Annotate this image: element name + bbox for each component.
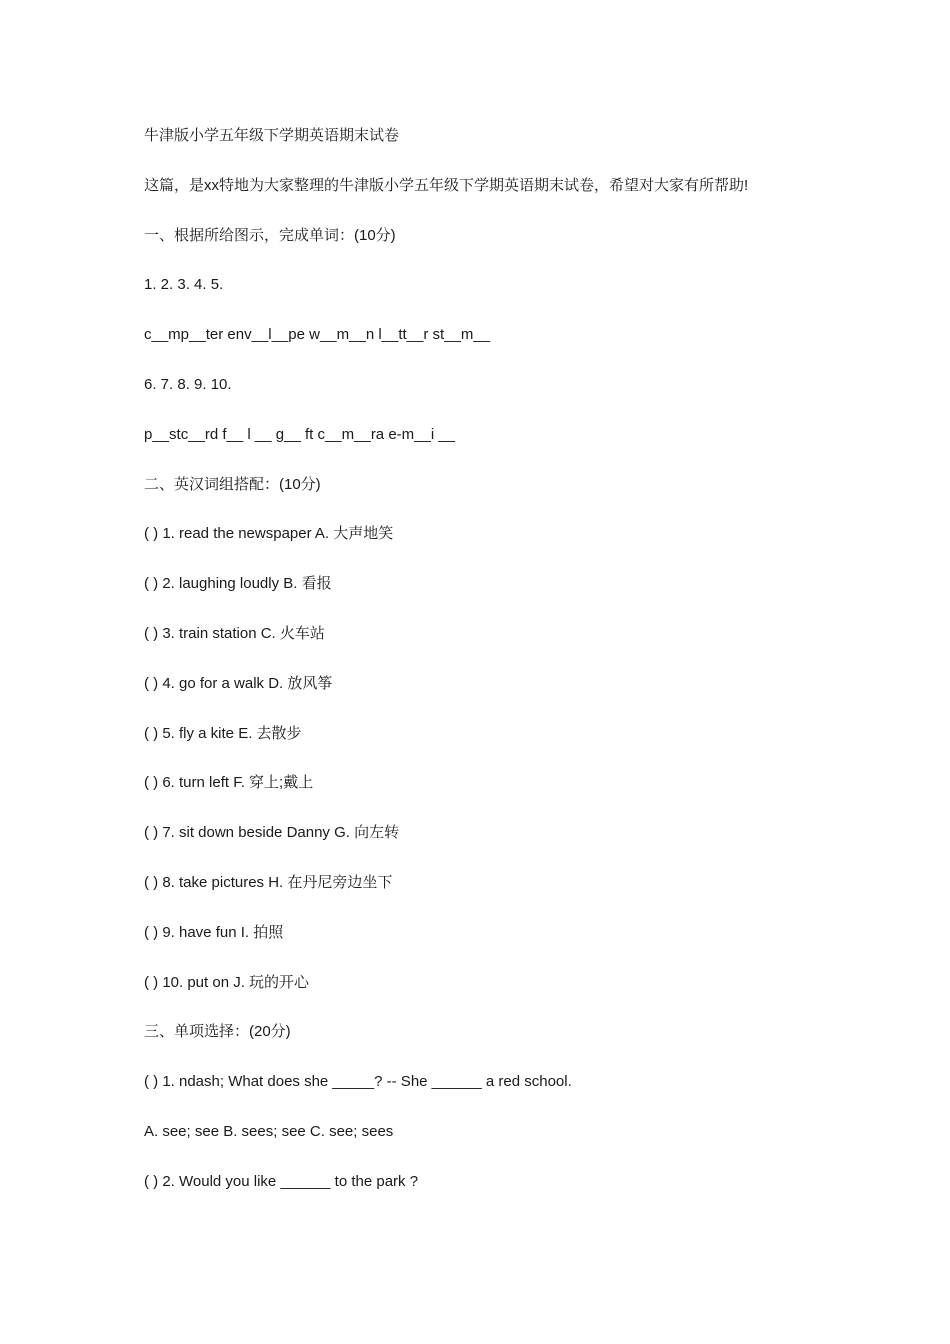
- section1-heading: 一、根据所给图示，完成单词：(10分): [144, 226, 396, 244]
- intro-paragraph: 这篇，是xx特地为大家整理的牛津版小学五年级下学期英语期末试卷，希望对大家有所帮助!: [144, 176, 749, 194]
- match-item: ( ) 1. read the newspaper A. 大声地笑: [144, 525, 394, 543]
- section3-heading: 三、单项选择：(20分): [144, 1023, 291, 1041]
- match-item: ( ) 8. take pictures H. 在丹尼旁边坐下: [144, 873, 393, 891]
- section1-numbers-a: 1. 2. 3. 4. 5.: [144, 276, 224, 294]
- match-item: ( ) 2. laughing loudly B. 看报: [144, 575, 332, 593]
- section1-words-a: c__mp__ter env__l__pe w__m__n l__tt__r st__m__: [144, 326, 491, 344]
- match-item: ( ) 5. fly a kite E. 去散步: [144, 724, 302, 742]
- match-item: ( ) 4. go for a walk D. 放风筝: [144, 674, 333, 692]
- document-title: 牛津版小学五年级下学期英语期末试卷: [144, 127, 400, 144]
- question-1-options: A. see; see B. sees; see C. see; sees: [144, 1122, 394, 1140]
- section1-numbers-b: 6. 7. 8. 9. 10.: [144, 375, 232, 393]
- match-item: ( ) 6. turn left F. 穿上;戴上: [144, 774, 314, 792]
- section2-heading: 二、英汉词组搭配：(10分): [144, 475, 321, 493]
- question-1: ( ) 1. ndash; What does she _____? -- She ______ a red school.: [144, 1073, 572, 1091]
- question-2: ( ) 2. Would you like ______ to the park ?: [144, 1172, 419, 1190]
- match-item: ( ) 7. sit down beside Danny G. 向左转: [144, 824, 400, 842]
- match-item: ( ) 9. have fun I. 拍照: [144, 923, 284, 941]
- section1-words-b: p__stc__rd f__ l __ g__ ft c__m__ra e-m__i __: [144, 425, 456, 443]
- match-item: ( ) 3. train station C. 火车站: [144, 624, 325, 642]
- match-item: ( ) 10. put on J. 玩的开心: [144, 973, 310, 991]
- document-body: [144, 124, 844, 1220]
